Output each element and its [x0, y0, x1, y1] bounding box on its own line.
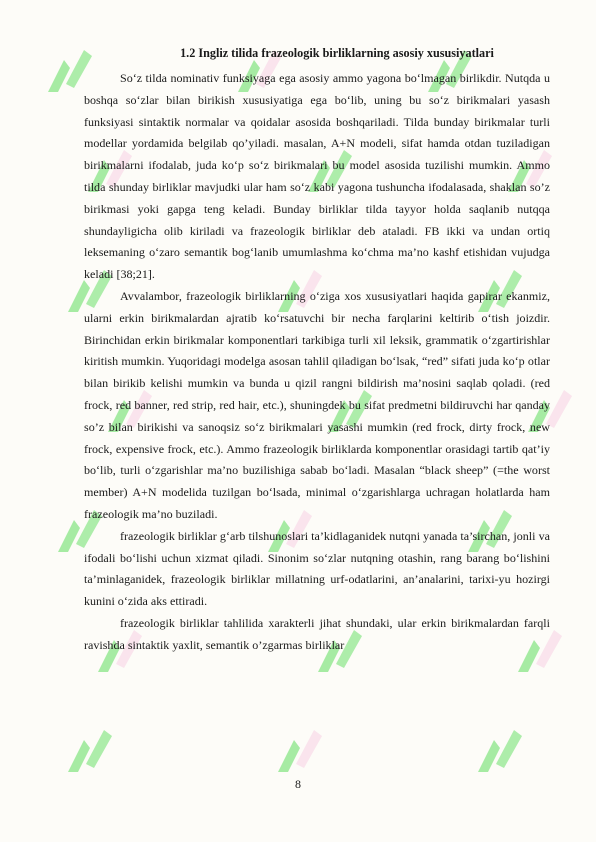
paragraph-1: So‘z tilda nominativ funksiyaga ega asosiy ammo yagona bo‘lmagan birlikdir. Nutqda u boshqa so‘zlar bilan birikish xususiyatiga ega bo‘lib, uning bu so‘z birikmalari yasash funksiyasi sintaktik normalar va qoidalar asosida boshqariladi. Tilda bunday birikmalar turli modellar yordamida belgilab qo’yiladi. masalan, A+N modeli, sifat hamda otdan tuziladigan birikmalarni ifodalab, juda ko‘p so‘z birikmalari bu model asosida tuzilishi mumkin. Ammo tilda shunday birliklar mavjudki ular ham so‘z kabi yagona tushuncha ifodalasada, shaklan so’z birikmasi yoki gapga teng keladi. Bunday birliklar tilda tayyor holda saqlanib nutqqa shundayligicha olib kiriladi va frazeologik birliklar deb ataladi. FB ikki va undan ortiq leksemaning o‘zaro semantik bog‘lanib umumlashma ko‘chma ma’no kashf etishidan vujudga keladi [38;21]. [84, 71, 550, 282]
watermark-mark [60, 720, 120, 780]
page-content [84, 44, 550, 657]
paragraph-4: frazeologik birliklar tahlilida xarakterli jihat shundaki, ular erkin birikmalardan farqli ravishda sintaktik yaxlit, semantik o’zgarmas birliklar [84, 615, 550, 652]
paragraph-3: frazeologik birliklar g‘arb tilshunoslari ta’kidlaganidek nutqni yanada ta’sirchan, jonli va ifodali bo‘lishi uchun xizmat qiladi. Sinonim so‘zlar nutqning otashin, rang barang bo‘lishini ta’minlaganidek, frazeologik birliklar millatning urf-odatlarini, an’analarini, tarixi-yu hozirgi kunini o‘zida aks ettiradi. [84, 528, 550, 609]
section-heading: 1.2 Ingliz tilida frazeologik birliklarning asosiy xususiyatlari [180, 46, 494, 60]
watermark-mark [470, 720, 530, 780]
watermark-mark [270, 720, 330, 780]
paragraph-2: Avvalambor, frazeologik birliklarning o‘ziga xos xususiyatlari haqida gapirar ekanmiz, ularni erkin birikmalardan ajratib ko‘rsatuvchi bir necha farqlarini keltirib o‘tish joizdir. Birinchidan erkin birikmalar komponentlari tarkibiga turli xil leksik, grammatik o‘zgartirishlar kiritish mumkin. Yuqoridagi modelga asosan tahlil qiladigan bo‘lsak, “red” sifati juda ko‘p otlar bilan birikib kelishi mumkin va bunda u qizil rangni bildirish ma’nosini saqlab qoladi. (red frock, red banner, red strip, red hair, etc.), shuningdek bu sifat predmetni bildiruvchi har qanday so’z bilan birikishi va sanoqsiz so‘z birikmalari yasashi mumkin (red frock, dirty frock, new frock, expensive frock, etc.). Ammo frazeologik birliklarda komponentlar orasidagi tartib qat’iy bo‘lib, turli o‘zgarishlar ma’no buzilishiga sabab bo‘ladi. Masalan “black sheep” (=the worst member) A+N modelida tuzilgan bo‘lsada, minimal o‘zgarishlarga uchragan holatlarda ham frazeologik ma’no buziladi. [84, 288, 550, 521]
page-number: 8 [295, 777, 301, 791]
